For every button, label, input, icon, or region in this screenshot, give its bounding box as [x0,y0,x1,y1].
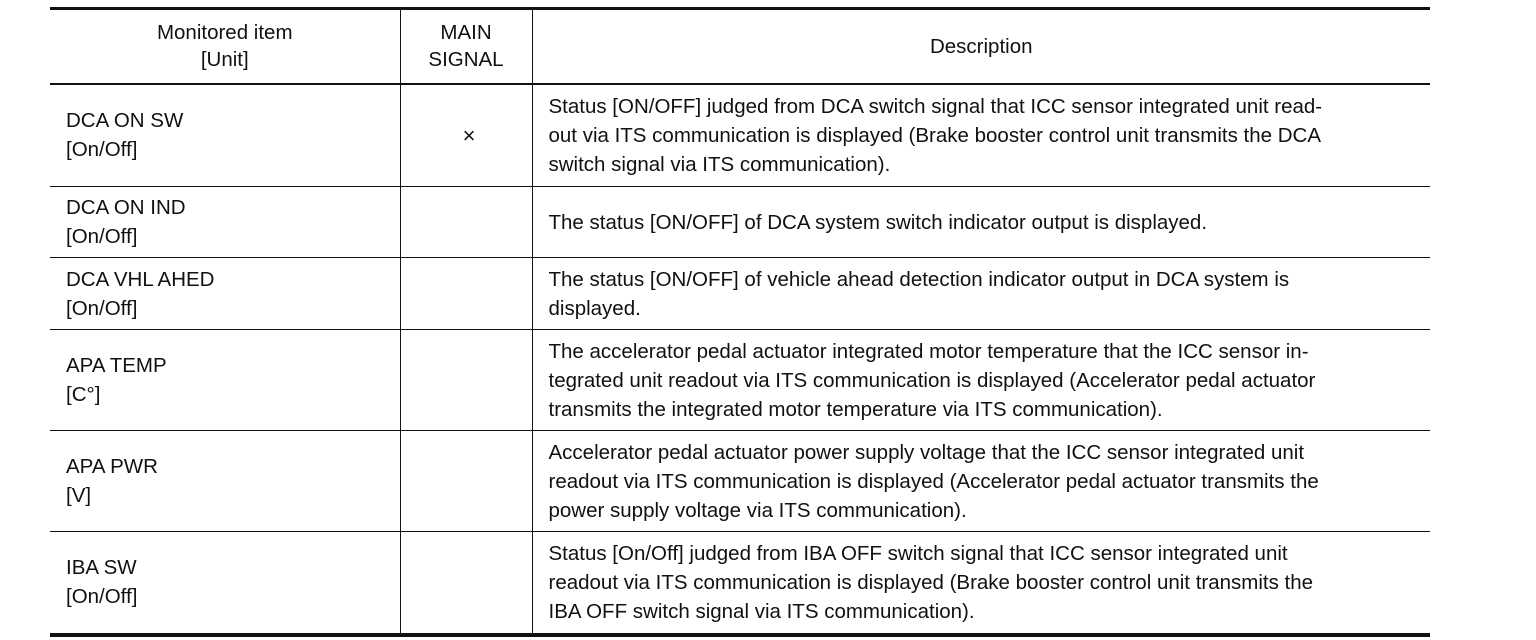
description-line: out via ITS communication is displayed (Brake booster control unit transmits the DCA [548,123,1321,147]
description-cell [532,330,1430,431]
header-unit-label: [Unit] [200,48,249,72]
header-signal-label: SIGNAL [428,48,504,72]
description-line: tegrated unit readout via ITS communication is displayed (Accelerator pedal actuator [548,368,1316,392]
main-signal-cell [400,330,532,431]
description-line: The status [ON/OFF] of DCA system switch indicator output is displayed. [548,210,1208,234]
description-line: The accelerator pedal actuator integrated motor temperature that the ICC sensor in- [548,339,1309,363]
table-row [50,84,1430,187]
header-description-label: Description [929,34,1033,58]
description-cell [532,431,1430,532]
header-main-label: MAIN [440,21,492,45]
item-unit: [On/Off] [66,225,138,248]
item-name: DCA ON IND [66,196,186,219]
description-line: readout via ITS communication is displayed (Brake booster control unit transmits the [548,570,1314,594]
description-line: transmits the integrated motor temperature via ITS communication). [548,397,1163,421]
description-line: IBA OFF switch signal via ITS communication). [548,599,975,623]
monitor-item-table [50,7,1430,637]
item-name: APA TEMP [66,354,167,377]
monitored-item-cell [50,431,400,532]
monitored-item-cell [50,84,400,187]
main-signal-cell [400,258,532,330]
monitored-item-cell [50,330,400,431]
item-unit: [On/Off] [66,585,138,609]
description-cell [532,84,1430,187]
header-main-signal [400,9,532,84]
header-description [532,9,1430,84]
monitored-item-cell [50,258,400,330]
monitored-item-cell [50,532,400,635]
description-line: Accelerator pedal actuator power supply voltage that the ICC sensor integrated unit [548,440,1305,464]
item-name: DCA ON SW [66,109,184,133]
item-name: DCA VHL AHED [66,267,215,291]
header-monitored-item [50,9,400,84]
item-unit: [V] [66,484,92,507]
description-cell [532,258,1430,330]
description-line: Status [ON/OFF] judged from DCA switch signal that ICC sensor integrated unit read- [548,94,1323,118]
main-signal-mark: × [462,122,476,148]
table-row [50,258,1430,330]
table-row [50,431,1430,532]
main-signal-cell [400,532,532,635]
description-cell [532,532,1430,635]
description-line: switch signal via ITS communication). [548,152,891,176]
table-row [50,532,1430,635]
description-cell [532,187,1430,258]
table-body [50,84,1430,635]
item-unit: [On/Off] [66,138,138,162]
table-header [50,9,1430,84]
table-row [50,330,1430,431]
description-line: displayed. [548,296,641,320]
description-line: readout via ITS communication is displayed (Accelerator pedal actuator transmits the [548,469,1319,493]
header-row [50,9,1430,84]
item-unit: [C°] [66,383,101,406]
item-unit: [On/Off] [66,296,138,320]
main-signal-cell [400,187,532,258]
description-line: power supply voltage via ITS communication). [548,498,967,522]
item-name: IBA SW [66,556,137,580]
header-item-label: Monitored item [156,21,293,45]
item-name: APA PWR [66,455,158,478]
monitored-item-cell [50,187,400,258]
description-line: Status [On/Off] judged from IBA OFF switch signal that ICC sensor integrated unit [548,541,1288,565]
main-signal-cell [400,431,532,532]
table-row [50,187,1430,258]
main-signal-cell [400,84,532,187]
description-line: The status [ON/OFF] of vehicle ahead detection indicator output in DCA system is [548,267,1290,291]
